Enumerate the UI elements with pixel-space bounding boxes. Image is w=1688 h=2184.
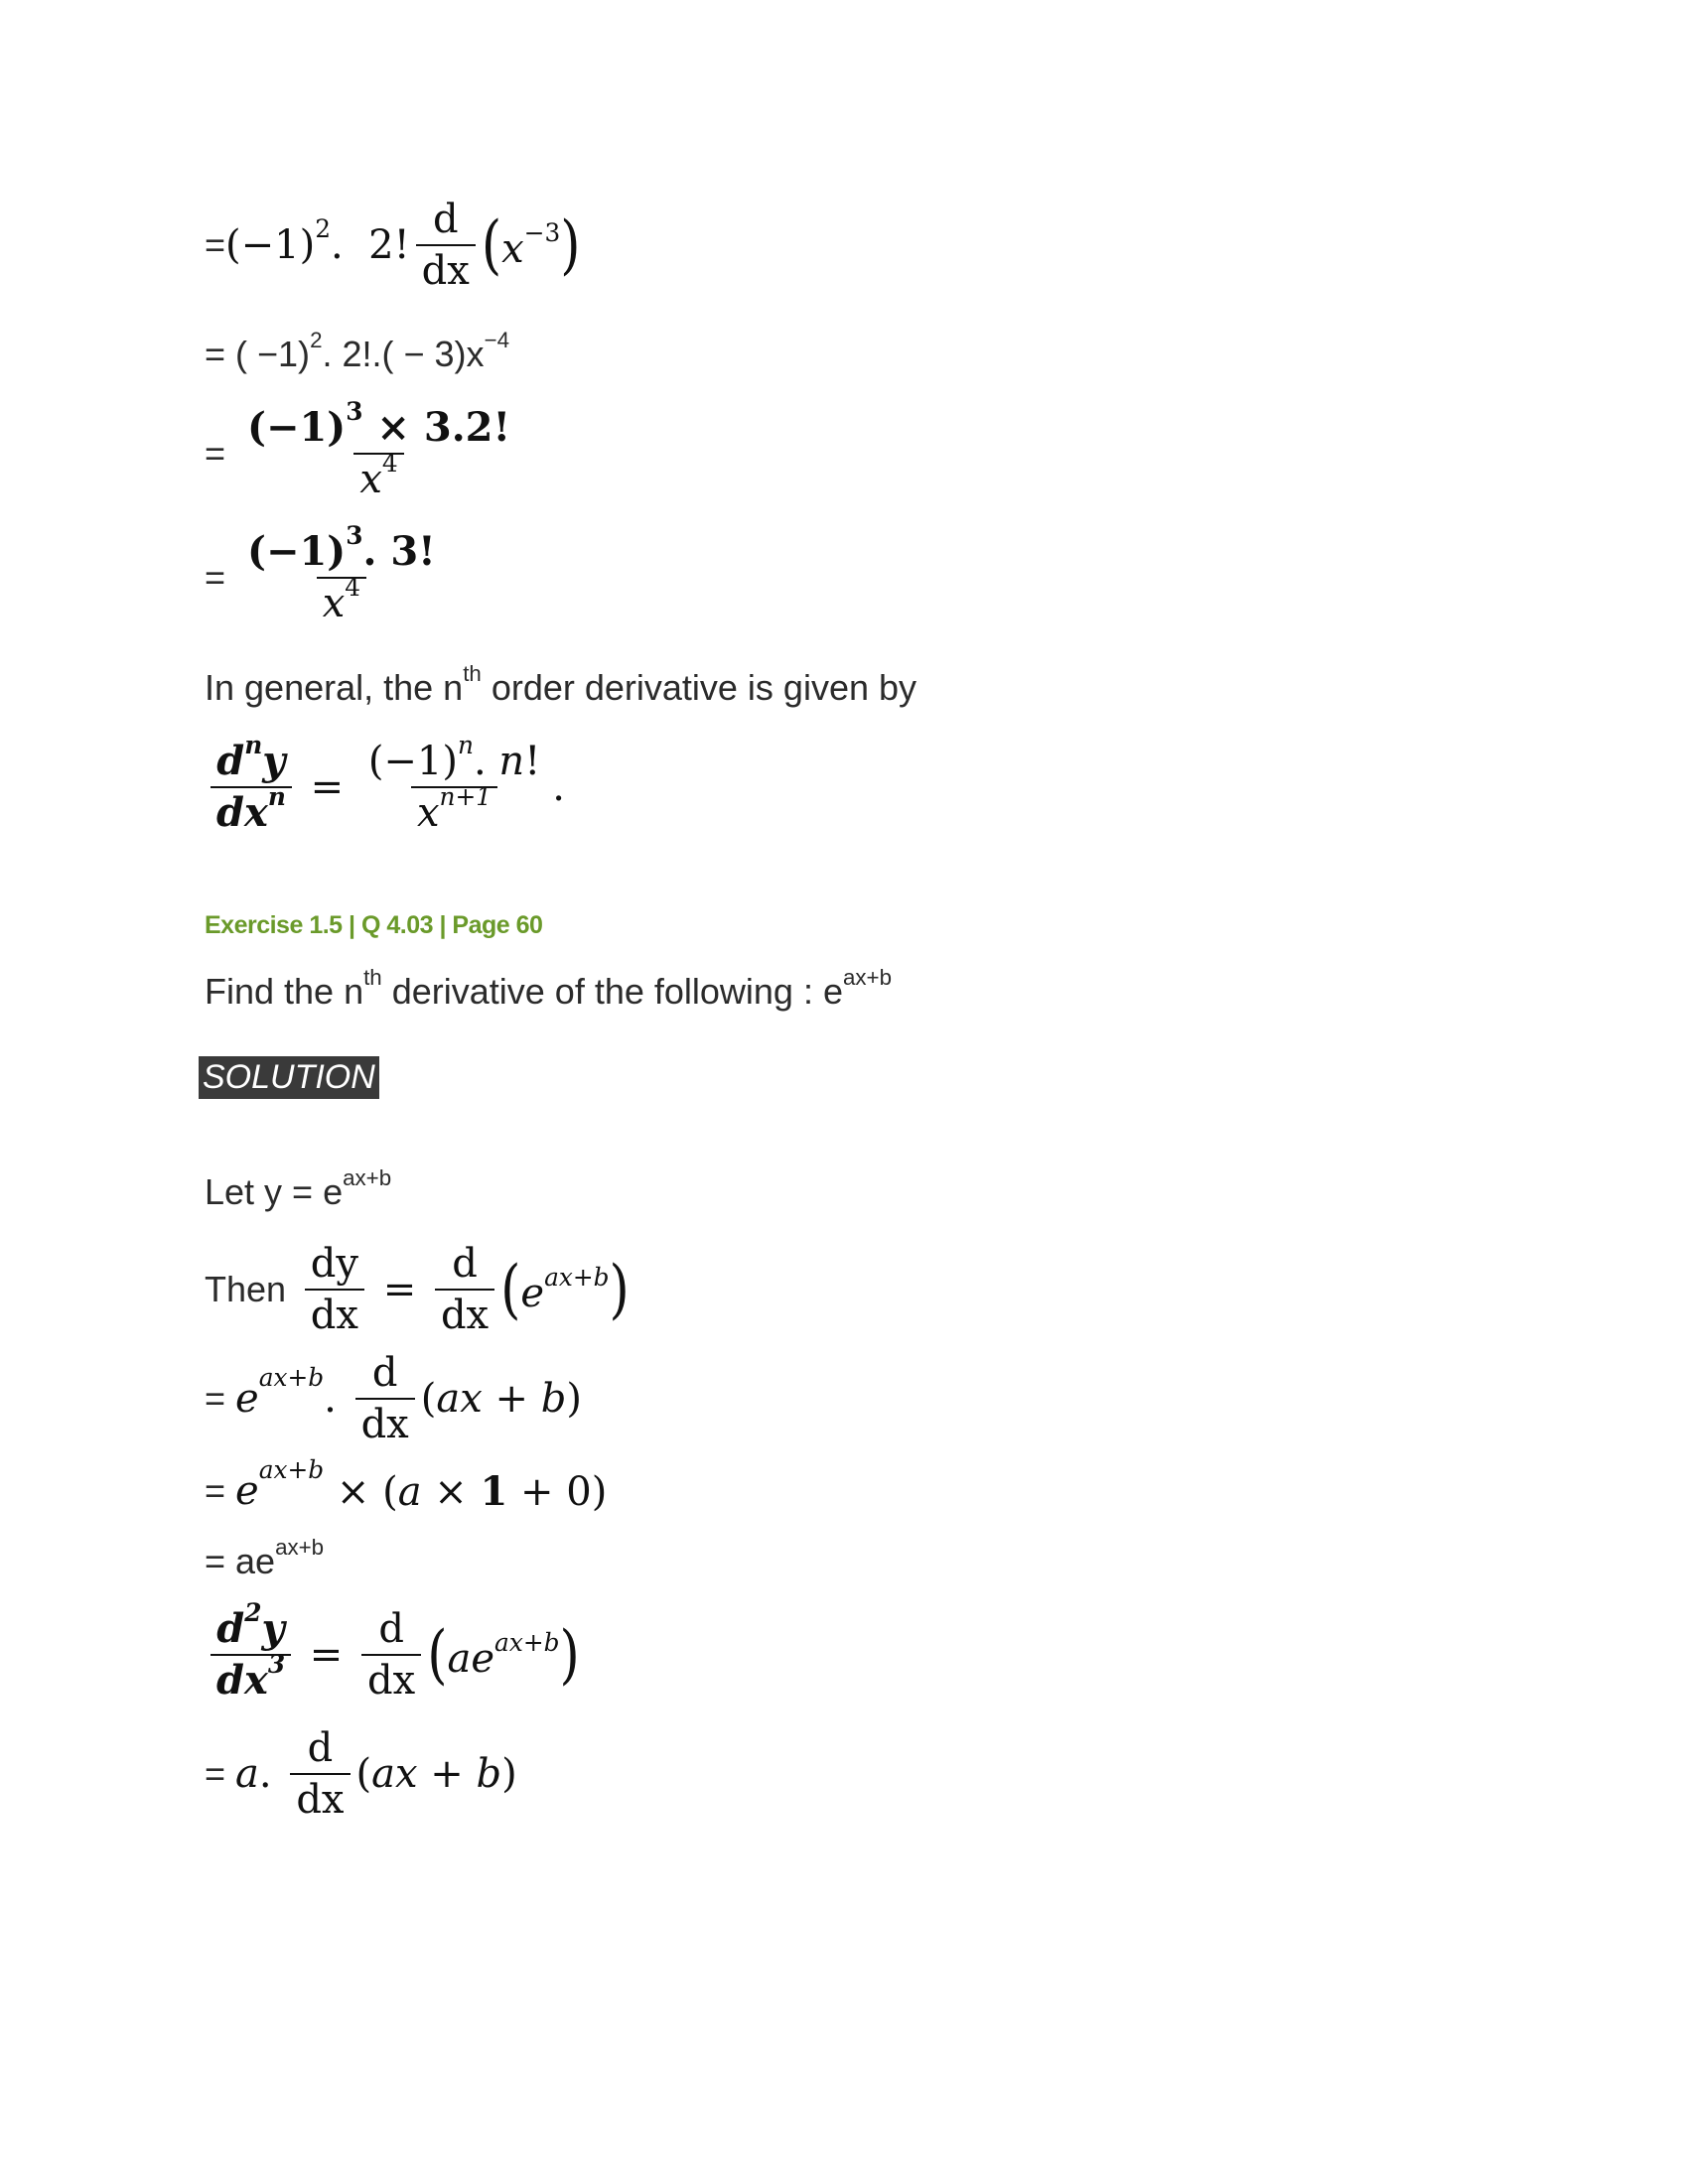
second-derivative-line: $\frac{d^2y}{dx^3}$ = $\frac{d}{dx}$ $(ae^{ax+b})$ xyxy=(205,1606,580,1702)
step-line-2: = ( −1)$^2$. $2!.( - 3)x^{-4}$ xyxy=(205,328,509,374)
general-formula: $\frac{d^ny}{dx^n}$ = $\frac{(-1)^n. n!}{x^{n+1}}$ . xyxy=(205,739,565,834)
exercise-reference-link[interactable]: Exercise 1.5 | Q 4.03 | Page 60 xyxy=(205,911,543,939)
question-text: Find the $n^{th}$ derivative of the following : $e^{ax+b}$ xyxy=(205,965,892,1012)
general-statement: In general, the $n^{th}$ order derivative is given by xyxy=(205,661,917,708)
step-line-6: = e $^{ax+b}$ × (a × 1 + 0) xyxy=(205,1455,608,1515)
step-line-8: = a . $\frac{d}{dx}$ (ax + b) xyxy=(205,1725,517,1823)
then-line: Then $\frac{dy}{dx}$ = $\frac{d}{dx}$ $(e^{ax+b})$ xyxy=(205,1241,630,1338)
step-line-4: = $\frac{(-1)^3. 3!}{x^4}$ xyxy=(205,520,436,626)
step-line-3: = $\frac{(-1)^3 \times 3.2!}{x^4}$ xyxy=(205,396,511,502)
step-line-7: = $ae^{ax+b}$ xyxy=(205,1535,325,1581)
let-line: Let $y = e^{ax+b}$ xyxy=(205,1165,392,1212)
step-line-5: = e $^{ax+b}$ . $\frac{d}{dx}$ (ax + b) xyxy=(205,1350,582,1447)
step-line-1: = $(-1)^2$. 2! $\frac{d}{dx}$ $(x^{-3})$ xyxy=(205,197,581,294)
solution-label: SOLUTION xyxy=(199,1056,379,1099)
